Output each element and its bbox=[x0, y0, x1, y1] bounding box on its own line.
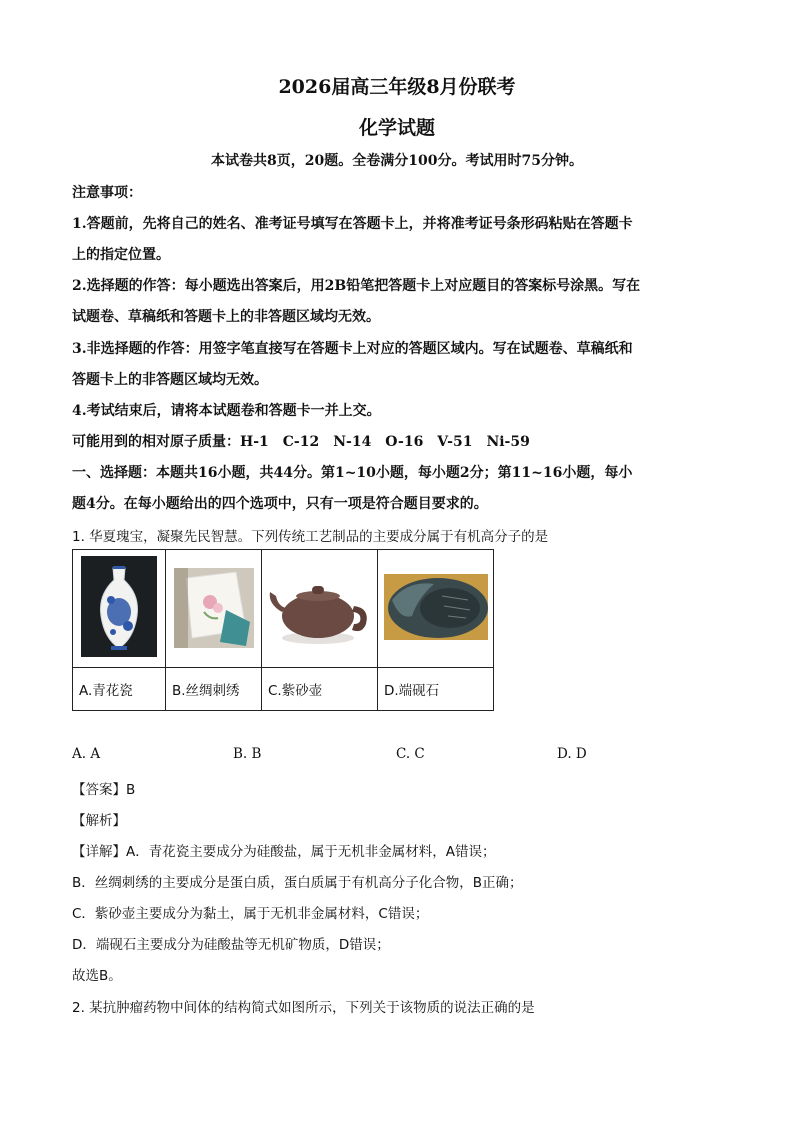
section-heading-line-1: 一、选择题：本题共16小题，共44分。第1~10小题，每小题2分；第11~16小题，每小 bbox=[72, 465, 633, 481]
notice-heading: 注意事项： bbox=[72, 185, 142, 201]
label-b: B.丝绸刺绣 bbox=[166, 668, 262, 711]
image-cell-a bbox=[73, 550, 166, 668]
image-cell-d bbox=[378, 550, 494, 668]
purple-clay-teapot-image bbox=[262, 550, 377, 663]
silk-embroidery-image bbox=[166, 550, 261, 663]
option-d: D. D bbox=[557, 746, 587, 762]
option-a: A. A bbox=[72, 746, 101, 762]
notice-1-line-2: 上的指定位置。 bbox=[72, 247, 170, 263]
blue-white-vase-image bbox=[73, 550, 165, 663]
detail-line-2: B．丝绸刺绣的主要成分是蛋白质，蛋白质属于有机高分子化合物，B正确； bbox=[72, 875, 523, 891]
notice-3-line-1: 3.非选择题的作答：用签字笔直接写在答题卡上对应的答题区域内。写在试题卷、草稿纸和 bbox=[72, 341, 633, 357]
option-b: B. B bbox=[233, 746, 262, 762]
exam-info: 本试卷共8页，20题。全卷满分100分。考试用时75分钟。 bbox=[211, 153, 583, 169]
q1-image-table bbox=[72, 549, 494, 711]
notice-2-line-2: 试题卷、草稿纸和答题卡上的非答题区域均无效。 bbox=[72, 309, 380, 325]
detail-line-5: 故选B。 bbox=[72, 968, 122, 984]
q1-stem: 1. 华夏瑰宝，凝聚先民智慧。下列传统工艺制品的主要成分属于有机高分子的是 bbox=[72, 529, 549, 545]
exam-title: 2026届高三年级8月份联考 bbox=[278, 76, 516, 98]
notice-2-line-1: 2.选择题的作答：每小题选出答案后，用2B铅笔把答题卡上对应题目的答案标号涂黑。写在 bbox=[72, 278, 641, 294]
option-c: C. C bbox=[396, 746, 425, 762]
section-heading-line-2: 题4分。在每小题给出的四个选项中，只有一项是符合题目要求的。 bbox=[72, 496, 488, 512]
label-a: A.青花瓷 bbox=[73, 668, 166, 711]
image-cell-c bbox=[262, 550, 378, 668]
notice-4: 4.考试结束后，请将本试题卷和答题卡一并上交。 bbox=[72, 403, 381, 419]
atomic-masses: 可能用到的相对原子质量：H-1 C-12 N-14 O-16 V-51 Ni-59 bbox=[72, 434, 530, 450]
notice-1-line-1: 1.答题前，先将自己的姓名、准考证号填写在答题卡上，并将准考证号条形码粘贴在答题卡 bbox=[72, 216, 633, 232]
detail-line-3: C．紫砂壶主要成分为黏土，属于无机非金属材料，C错误； bbox=[72, 906, 429, 922]
label-d: D.端砚石 bbox=[378, 668, 494, 711]
q2-stem: 2. 某抗肿瘤药物中间体的结构简式如图所示，下列关于该物质的说法正确的是 bbox=[72, 1000, 535, 1016]
detail-line-1: 【详解】A．青花瓷主要成分为硅酸盐，属于无机非金属材料，A错误； bbox=[72, 844, 496, 860]
detail-line-4: D．端砚石主要成分为硅酸盐等无机矿物质，D错误； bbox=[72, 937, 390, 953]
duan-inkstone-image bbox=[378, 550, 493, 663]
subject-title: 化学试题 bbox=[358, 117, 435, 139]
label-c: C.紫砂壶 bbox=[262, 668, 378, 711]
notice-3-line-2: 答题卡上的非答题区域均无效。 bbox=[72, 372, 268, 388]
image-cell-b bbox=[166, 550, 262, 668]
analysis-heading: 【解析】 bbox=[72, 813, 126, 829]
answer-line: 【答案】B bbox=[72, 782, 136, 798]
